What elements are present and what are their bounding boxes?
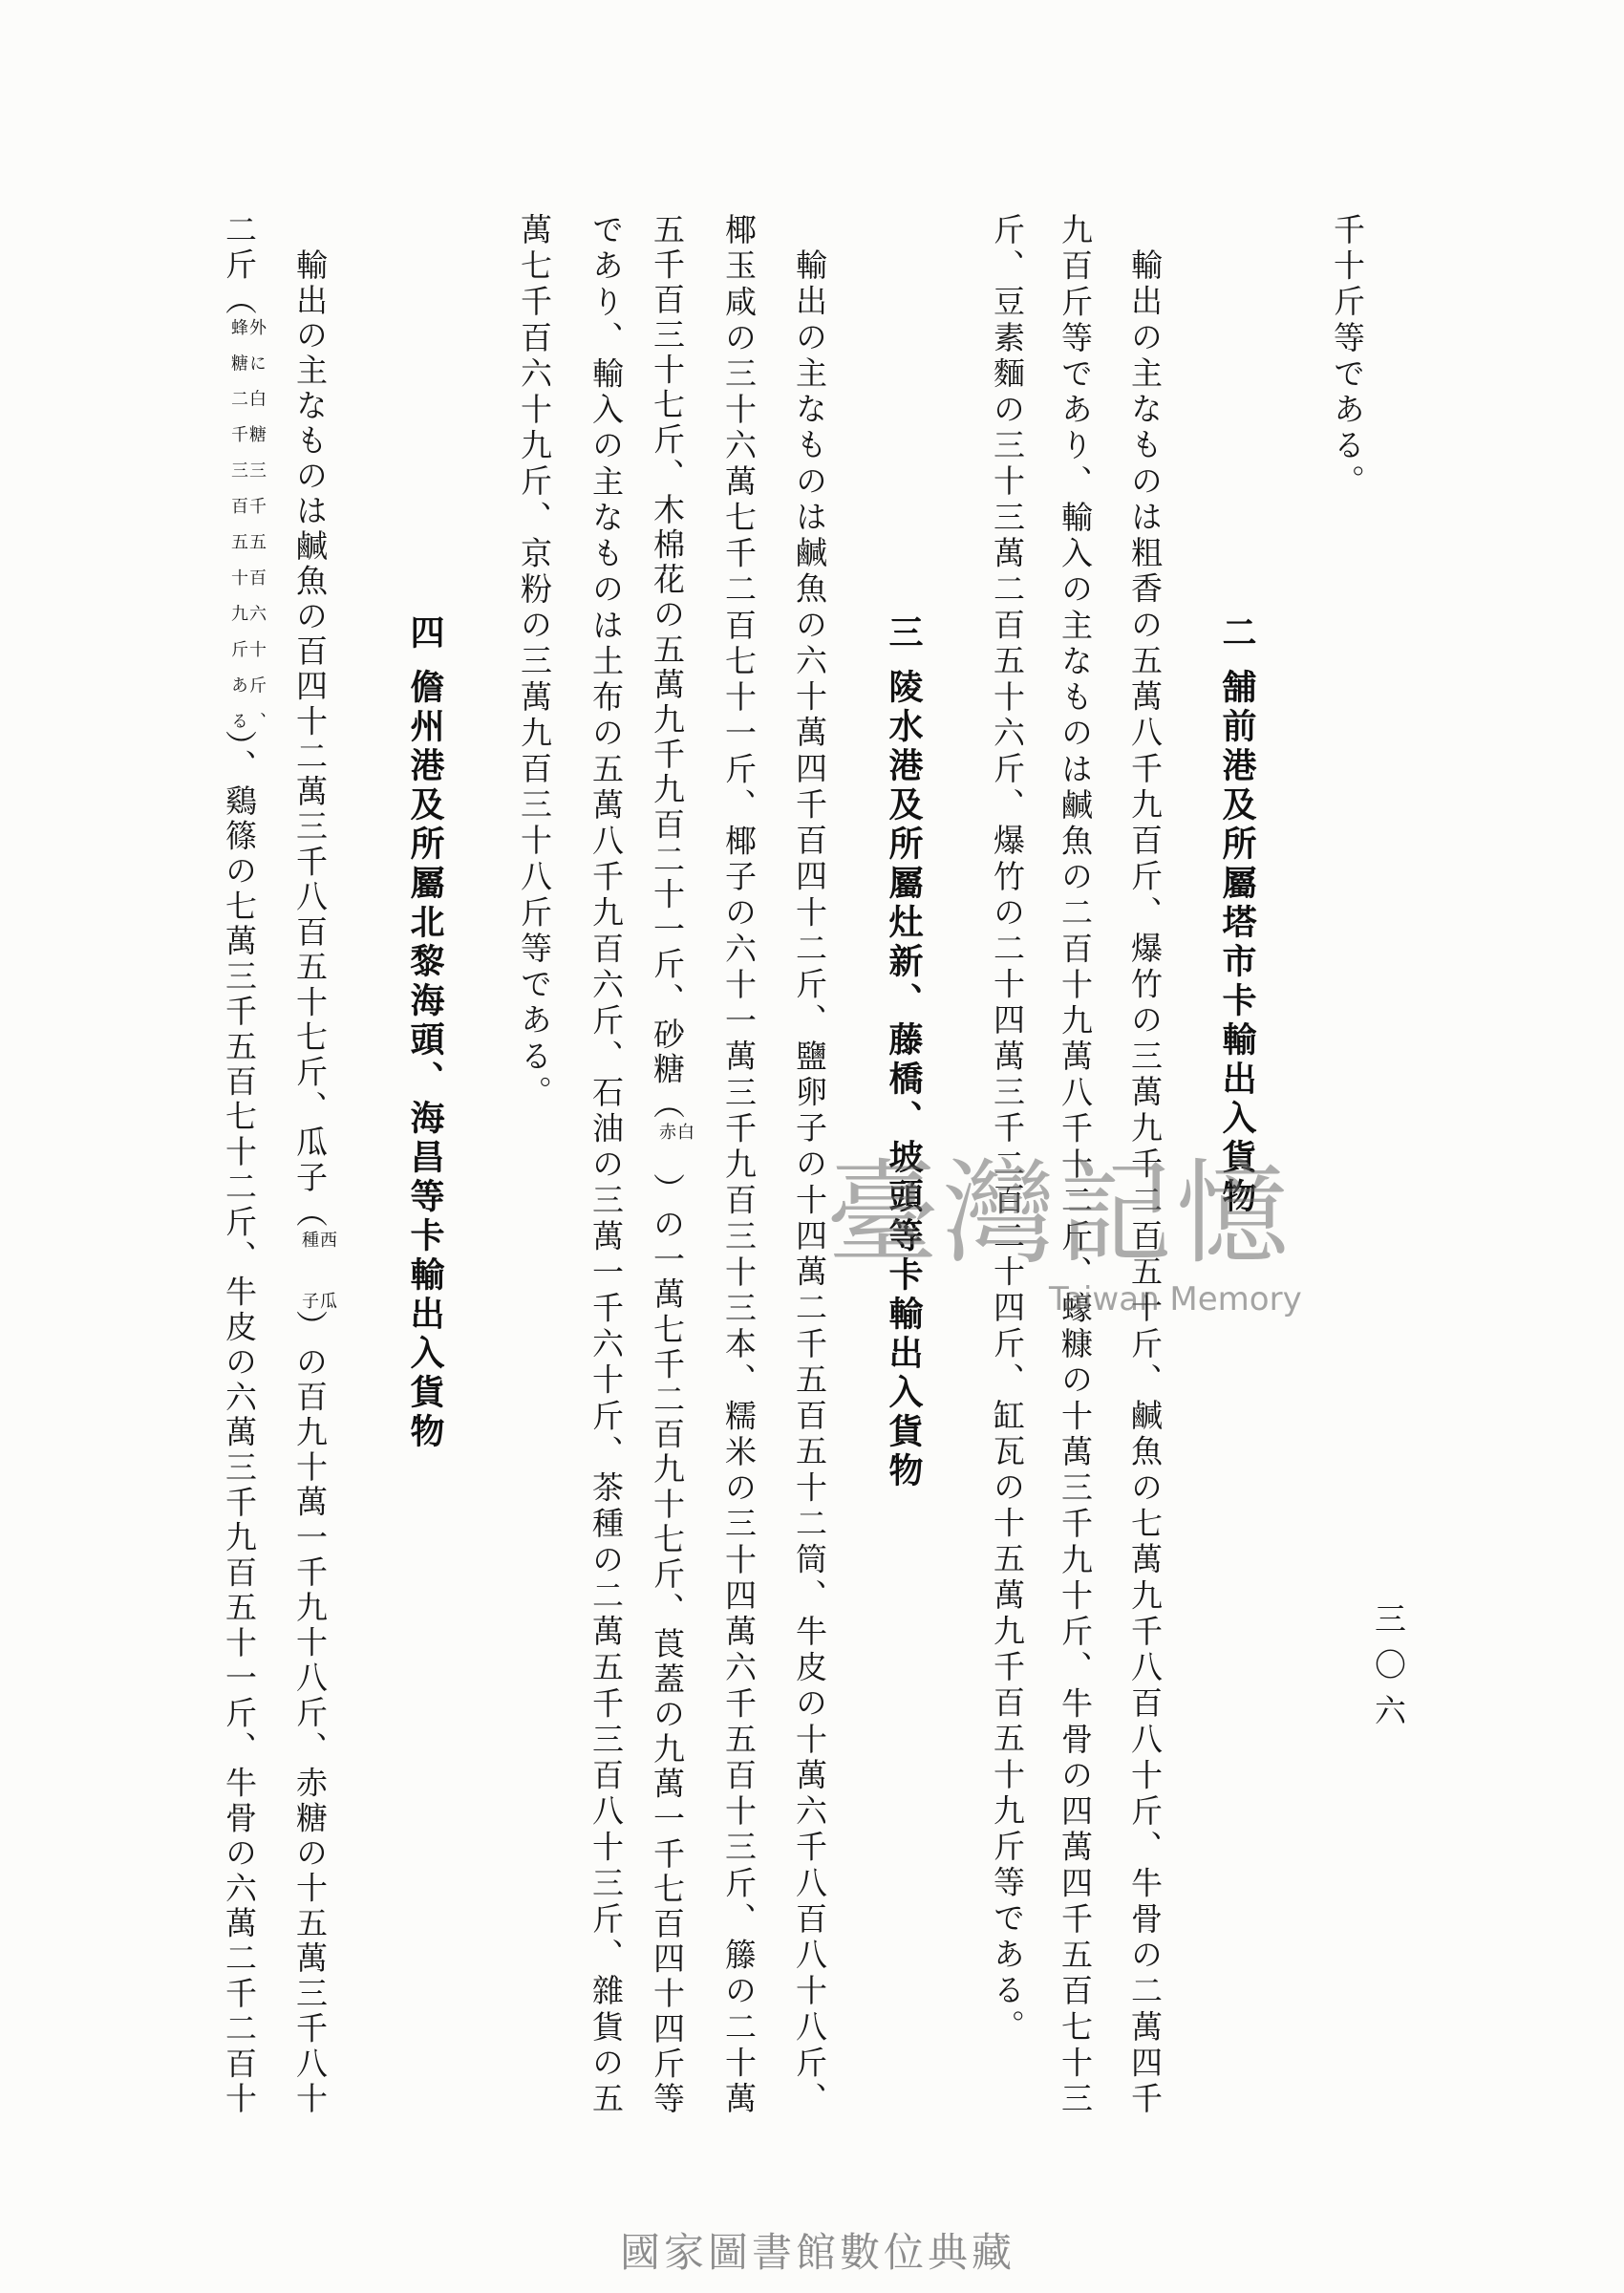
inline-note-line: 外に白糖三千五百六十斤、 [246, 318, 267, 730]
inline-note-line: 赤 [656, 1122, 676, 1140]
section-number: 三 [884, 614, 924, 654]
line-text: 輸出の主なものは鹹魚の百四十二萬三千八百五十七斤、瓜子（ [291, 248, 329, 1232]
inline-note-line: 蜂糖二千三百五十九斤ある [228, 318, 248, 730]
body-line: 輸出の主なものは粗香の五萬八千九百斤、爆竹の三萬九千二百五十斤、鹹魚の七萬九千八百八十斤、牛骨の二萬四千 [1126, 248, 1164, 2116]
body-line: 椰玉咸の三十六萬七千二百七十一斤、椰子の六十一萬三千九百三十三本、糯米の三十四萬六千五百十三斤、籐の二十萬 [720, 213, 758, 2117]
page-number: 三〇六 [1370, 1602, 1407, 1740]
body-line [292, 248, 336, 2116]
body-line: 斤、豆素麵の三十三萬二百五十六斤、爆竹の二十四萬三千二百二十四斤、缸瓦の十五萬九千百五十九斤等である。 [989, 213, 1026, 2046]
watermark-logo-text: 臺灣記憶 [826, 1147, 1293, 1279]
line-text: ）、鷄篠の七萬三千五百七十二斤、牛皮の六萬三千九百五十一斤、牛骨の六萬二千二百十 [221, 729, 258, 2117]
line-text: ）の一萬七千二百九十七斤、莨蓋の九萬一千七百四十四斤等 [649, 1171, 686, 2117]
body-line: 萬七千百六十九斤、京粉の三萬九百三十八斤等である。 [516, 213, 553, 1111]
section-title: 儋州港及所屬北黎海頭、海昌等卡輸出入貨物 [405, 669, 445, 1452]
line-text: 二斤（ [221, 213, 258, 319]
line-text: 五千百三十七斤、木棉花の五萬九千九百二十一斤、砂糖（ [649, 213, 686, 1123]
body-line: 九百斤等であり、輸入の主なものは鹹魚の二百十九萬八千十二斤、蠔糠の十萬三千九十斤、牛骨の四萬四千五百七十三 [1057, 213, 1094, 2116]
inline-note-line: 種子 [299, 1231, 319, 1310]
inline-note [229, 318, 266, 729]
archive-footer: 國家圖書館數位典藏 [619, 2229, 1015, 2276]
section-title: 陵水港及所屬灶新、藤橋、坡頭等卡輸出入貨物 [884, 669, 924, 1491]
inline-note-line: 白 [674, 1122, 694, 1140]
continued-text-line: 千十斤等である。 [1329, 213, 1366, 501]
inline-note [657, 1123, 694, 1172]
line-text: ）の百九十萬一千九十八斤、赤糖の十五萬三千八十 [291, 1309, 329, 2117]
watermark-subtitle: Taiwan Memory [1049, 1280, 1302, 1318]
inline-note-line: 西瓜 [317, 1231, 337, 1310]
section-number: 二 [1217, 614, 1257, 654]
body-line: であり、輸入の主なものは土布の五萬八千九百六斤、石油の三萬一千六十斤、茶種の二萬五千三百八十三斤、雜貨の五 [588, 213, 625, 2117]
section-title: 舗前港及所屬塔市卡輸出入貨物 [1217, 669, 1257, 1217]
body-line [222, 213, 266, 2116]
section-number: 四 [405, 614, 445, 654]
body-line: 輸出の主なものは鹹魚の六十萬四千百四十二斤、鹽卵子の十四萬二千五百五十二筒、牛皮の十萬六千八百八十八斤、 [791, 248, 828, 2116]
inline-note [300, 1231, 336, 1309]
body-line [650, 213, 694, 2116]
